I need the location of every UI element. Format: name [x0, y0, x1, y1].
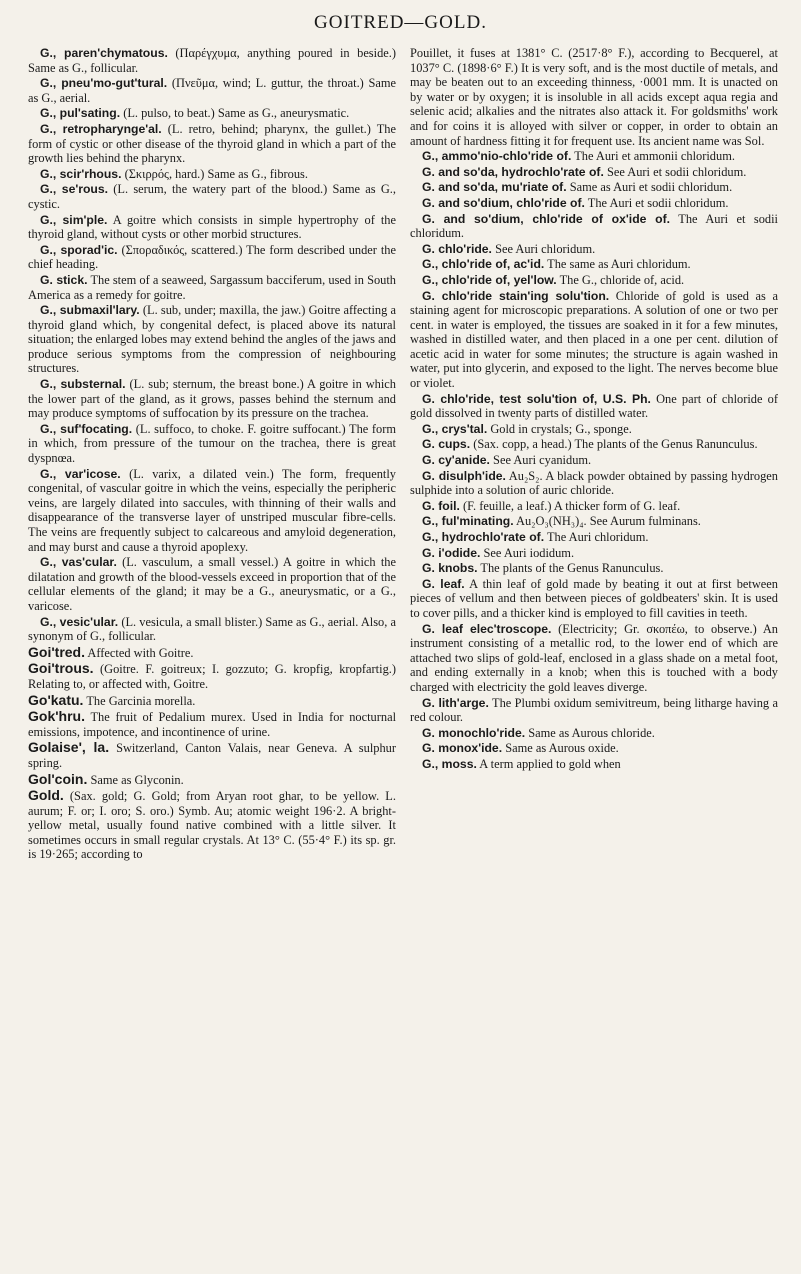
- entry-definition: A thin leaf of gold made by beating it out at first between pieces of vellum and then between pieces of goldbeaters' skin. It is used to cover pills, and a thicker kind is employed to fill cavities in teeth.: [410, 576, 778, 620]
- entry-definition: See Auri cyanidum.: [493, 453, 592, 468]
- entry-definition: (L. retro, behind; pharynx, the gullet.) The form of cystic or other disease of the thyroid gland in which a part of the growth lies behind the pharynx.: [28, 121, 396, 166]
- entry-headword: G. monox'ide.: [422, 741, 503, 756]
- entry-definition: (Παρέγχυμα, anything poured in beside.) Same as G., follicular.: [28, 46, 396, 75]
- dictionary-entry: [410, 46, 778, 148]
- entry-definition: Same as Aurous oxide.: [505, 741, 619, 756]
- entry-definition: Affected with Goitre.: [87, 645, 194, 660]
- dictionary-entry: [410, 469, 778, 498]
- entry-definition: (L. vasculum, a small vessel.) A goitre in which the dilatation and growth of the blood-vessels exceed in proportion that of the cellular elements of the gland; it may be a G., aneurysmatic, or a G., varicose.: [28, 555, 396, 613]
- entry-headword: Golaise', la.: [28, 739, 110, 756]
- dictionary-entry: [28, 167, 396, 182]
- entry-headword: G., pul'sating.: [40, 106, 121, 121]
- dictionary-entry: [410, 757, 778, 772]
- dictionary-entry: [28, 377, 396, 421]
- dictionary-entry: [410, 180, 778, 195]
- dictionary-entry: [410, 546, 778, 561]
- entry-definition: (L. sub, under; maxilla, the jaw.) Goitre affecting a thyroid gland which, by congenital defect, is placed above its natural situation; the enlarged lobes may extend behind the angles of the jaws and produce serious symptoms from the compression of neighbouring structures.: [28, 303, 396, 376]
- entry-definition: (L. suffoco, to choke. F. goitre suffocant.) The form in which, from pressure of the tumour on the trachea, there is great dyspnœa.: [28, 421, 396, 466]
- dictionary-entry: [28, 46, 396, 75]
- dictionary-entry: [410, 499, 778, 514]
- dictionary-entry: [28, 76, 396, 105]
- entry-definition: See Auri iodidum.: [483, 545, 575, 560]
- entry-headword: G., pneu'mo-gut'tural.: [40, 76, 168, 91]
- entry-definition: (Σκιρρός, hard.) Same as G., fibrous.: [124, 166, 308, 181]
- entry-definition: The Auri et sodii chloridum.: [410, 211, 778, 241]
- entry-headword: G. disulph'ide.: [422, 468, 506, 483]
- dictionary-entry: [28, 182, 396, 211]
- entry-headword: G., sim'ple.: [40, 212, 108, 227]
- entry-definition: (Σποραδικός, scattered.) The form described under the chief heading.: [28, 242, 396, 272]
- dictionary-entry: [28, 645, 396, 661]
- entry-headword: G. cups.: [422, 437, 471, 452]
- dictionary-entry: [410, 422, 778, 437]
- dictionary-entry: [28, 615, 396, 644]
- entry-definition: Switzerland, Canton Valais, near Geneva. A sulphur spring.: [28, 741, 396, 770]
- dictionary-entry: [410, 437, 778, 452]
- entry-headword: Go'katu.: [28, 691, 84, 708]
- dictionary-entry: [410, 165, 778, 180]
- left-column: [28, 46, 396, 863]
- entry-headword: G. lith'arge.: [422, 695, 489, 710]
- entry-headword: G., suf'focating.: [40, 421, 133, 436]
- dictionary-entry: [28, 122, 396, 166]
- right-column: [410, 46, 778, 773]
- entry-headword: G. leaf elec'troscope.: [422, 621, 552, 636]
- dictionary-entry: [410, 577, 778, 621]
- entry-definition: (L. vesicula, a small blister.) Same as G., aerial. Also, a synonym of G., follicular.: [28, 614, 396, 644]
- entry-definition: The Plumbi oxidum semivitreum, being litharge having a red colour.: [410, 695, 778, 725]
- entry-headword: Goi'tred.: [28, 643, 85, 660]
- entry-definition: (L. varix, a dilated vein.) The form, frequently congenital, of vascular goitre in which the veins, especially the peripheric veins, are largely dilated into saccules, with thinning of their walls and disappearance of the transverse layer of unstriped muscular fibre-cells. The veins are frequently subject to calcareous and amyloid degeneration, and may burst and cause a thyroid apoplexy.: [28, 466, 396, 554]
- entry-headword: Gok'hru.: [28, 708, 85, 725]
- entry-headword: G., vas'cular.: [40, 555, 117, 570]
- entry-headword: G., paren'chymatous.: [40, 46, 168, 60]
- entry-headword: G., chlo'ride of, yel'low.: [422, 272, 557, 287]
- entry-definition: (L. pulso, to beat.) Same as G., aneurysmatic.: [123, 106, 350, 121]
- entry-headword: G. i'odide.: [422, 545, 481, 560]
- entry-headword: G., vesic'ular.: [40, 614, 119, 629]
- dictionary-entry: [410, 242, 778, 257]
- dictionary-entry: [28, 555, 396, 613]
- dictionary-entry: [410, 257, 778, 272]
- entry-headword: G., substernal.: [40, 377, 126, 392]
- entry-definition: (Sax. gold; G. Gold; from Aryan root ghar, to be yellow. L. aurum; F. or; I. oro; S. oro.) Symb. Au; atomic weight 196·2. A bright-yellow metal, usually found native combined with a little silver. It sometimes occurs in small regular crystals. At 13° C. (55·4° F.) its sp. gr. is 19·265; according to: [28, 789, 396, 862]
- entry-headword: G., ammo'nio-chlo'ride of.: [422, 149, 572, 164]
- dictionary-entry: [28, 303, 396, 376]
- dictionary-entry: [410, 514, 778, 529]
- dictionary-entry: [28, 213, 396, 242]
- entry-definition: See Auri et sodii chloridum.: [606, 164, 747, 179]
- entry-headword: G., hydrochlo'rate of.: [422, 530, 545, 544]
- entry-headword: G., submaxil'lary.: [40, 303, 140, 318]
- dictionary-entry: [410, 196, 778, 211]
- dictionary-entry: [28, 693, 396, 709]
- entry-definition: The same as Auri chloridum.: [547, 257, 691, 272]
- entry-definition: Same as Glyconin.: [90, 772, 184, 787]
- dictionary-entry: [28, 106, 396, 121]
- entry-headword: G. knobs.: [422, 561, 478, 576]
- entry-headword: G. and so'dium, chlo'ride of ox'ide of.: [422, 211, 671, 226]
- entry-definition: The Garcinia morella.: [86, 693, 196, 708]
- entry-headword: G., retropharynge'al.: [40, 121, 162, 136]
- entry-definition: (L. serum, the watery part of the blood.) Same as G., cystic.: [28, 182, 396, 211]
- entry-definition: (Goitre. F. goitreux; I. gozzuto; G. kropfig, kropfartig.) Relating to, or affected with, Goitre.: [28, 662, 396, 691]
- entry-definition: The stem of a seaweed, Sargassum bacciferum, used in South America as a remedy for goitre.: [28, 272, 397, 302]
- entry-headword: G. and so'da, mu'riate of.: [422, 180, 567, 195]
- entry-definition: Pouillet, it fuses at 1381° C. (2517·8° F.), according to Becquerel, at 1037° C. (1898·6° F.) It is very soft, and is the most ductile of metals, and may be beaten out to an exceeding thinness, ·0001 mm. It is unacted on by water or by oxygen; it is insoluble in all acids except aqua regia and selenic acid; alkalies and the nitrates also attack it. For goldsmiths' work and for coins it is alloyed with silver or copper, in order to obtain an amount of hardness fitting it for frequent use. Its ancient name was Sol.: [410, 46, 778, 148]
- entry-definition: A goitre which consists in simple hypertrophy of the thyroid gland, without cysts or other morbid structures.: [28, 212, 396, 242]
- entry-headword: Gold.: [28, 787, 64, 804]
- entry-definition: (L. sub; sternum, the breast bone.) A goitre in which the lower part of the gland, as it grows, passes behind the sternum and may produce symptoms of suffocation by its pressure on the trachea.: [28, 377, 396, 421]
- dictionary-entry: [28, 661, 396, 691]
- entry-headword: G. chlo'ride, test solu'tion of, U.S. Ph.: [422, 391, 651, 406]
- dictionary-entry: [410, 741, 778, 756]
- entry-definition: The fruit of Pedalium murex. Used in India for nocturnal emissions, impotence, and incontinence of urine.: [28, 710, 397, 739]
- dictionary-entry: [28, 709, 396, 739]
- entry-definition: Gold in crystals; G., sponge.: [490, 421, 632, 436]
- entry-definition: (Electricity; Gr. σκοπέω, to observe.) An instrument consisting of a metallic rod, to the lower end of which are attached two slips of gold-leaf, enclosed in a glass shade on a metal foot, and ending externally in a knob; when this is touched with a body charged with electricity the gold leaves diverge.: [410, 621, 778, 694]
- dictionary-entry: [28, 243, 396, 272]
- entry-headword: G., chlo'ride of, ac'id.: [422, 257, 545, 272]
- entry-definition: One part of chloride of gold dissolved in twenty parts of distilled water.: [410, 391, 778, 421]
- entry-definition: Chloride of gold is used as a staining agent for microscopic preparations. A solution of one or two per cent. in water is employed, the tissues are soaked in it for a few minutes, washed in distilled water, and then placed in a one per cent. dilution of acetic acid in water for some minutes; the structure is again washed in water, put into glycerin, and exposed to the light. The nerves become blue or violet.: [410, 288, 778, 391]
- entry-headword: G. stick.: [40, 272, 88, 287]
- entry-definition: Au₂S₂. A black powder obtained by passing hydrogen sulphide into a solution of auric chloride.: [410, 468, 778, 498]
- entry-headword: G., se'rous.: [40, 182, 109, 197]
- entry-headword: G., sporad'ic.: [40, 242, 118, 257]
- entry-headword: Gol'coin.: [28, 770, 88, 787]
- entry-headword: G. cy'anide.: [422, 453, 490, 468]
- entry-definition: The Auri et ammonii chloridum.: [574, 149, 735, 164]
- entry-definition: The G., chloride of, acid.: [559, 272, 685, 287]
- dictionary-entry: [28, 467, 396, 555]
- dictionary-entry: [410, 392, 778, 421]
- entry-definition: (F. feuille, a leaf.) A thicker form of G. leaf.: [463, 498, 681, 513]
- entry-headword: G. leaf.: [422, 576, 465, 591]
- dictionary-entry: [410, 622, 778, 695]
- dictionary-entry: [410, 696, 778, 725]
- entry-headword: G., ful'minating.: [422, 514, 514, 529]
- dictionary-entry: [28, 788, 396, 862]
- entry-definition: (Sax. copp, a head.) The plants of the Genus Ranunculus.: [473, 437, 758, 452]
- entry-definition: Same as Aurous chloride.: [528, 725, 655, 740]
- entry-headword: G., scir'rhous.: [40, 166, 122, 181]
- dictionary-entry: [410, 289, 778, 391]
- entry-definition: Au₂O₃(NH₃)₄. See Aurum fulminans.: [516, 514, 701, 529]
- entry-headword: G. and so'dium, chlo'ride of.: [422, 195, 585, 210]
- entry-definition: A term applied to gold when: [479, 756, 621, 771]
- entry-definition: The Auri et sodii chloridum.: [587, 195, 729, 210]
- dictionary-entry: [410, 273, 778, 288]
- dictionary-entry: [410, 561, 778, 576]
- entry-definition: The plants of the Genus Ranunculus.: [480, 561, 664, 576]
- entry-definition: See Auri chloridum.: [495, 241, 596, 256]
- running-head: GOITRED—GOLD.: [314, 12, 487, 33]
- entry-headword: G. chlo'ride.: [422, 241, 492, 256]
- dictionary-entry: [410, 212, 778, 241]
- dictionary-entry: [28, 422, 396, 466]
- dictionary-entry: [28, 740, 396, 770]
- dictionary-entry: [28, 273, 396, 302]
- entry-headword: G. monochlo'ride.: [422, 725, 526, 740]
- entry-headword: G. foil.: [422, 498, 460, 513]
- dictionary-entry: [410, 149, 778, 164]
- dictionary-entry: [410, 726, 778, 741]
- entry-headword: G. and so'da, hydrochlo'rate of.: [422, 164, 604, 179]
- entry-headword: G., crys'tal.: [422, 421, 488, 436]
- dictionary-entry: [410, 530, 778, 545]
- entry-definition: (Πνεῦμα, wind; L. guttur, the throat.) Same as G., aerial.: [28, 76, 396, 105]
- entry-definition: Same as Auri et sodii chloridum.: [569, 180, 733, 195]
- entry-headword: Goi'trous.: [28, 660, 94, 677]
- entry-headword: G., moss.: [422, 756, 477, 771]
- entry-headword: G. chlo'ride stain'ing solu'tion.: [422, 288, 610, 303]
- entry-definition: The Auri chloridum.: [546, 530, 649, 544]
- dictionary-entry: [28, 772, 396, 788]
- entry-headword: G., var'icose.: [40, 466, 121, 481]
- dictionary-entry: [410, 453, 778, 468]
